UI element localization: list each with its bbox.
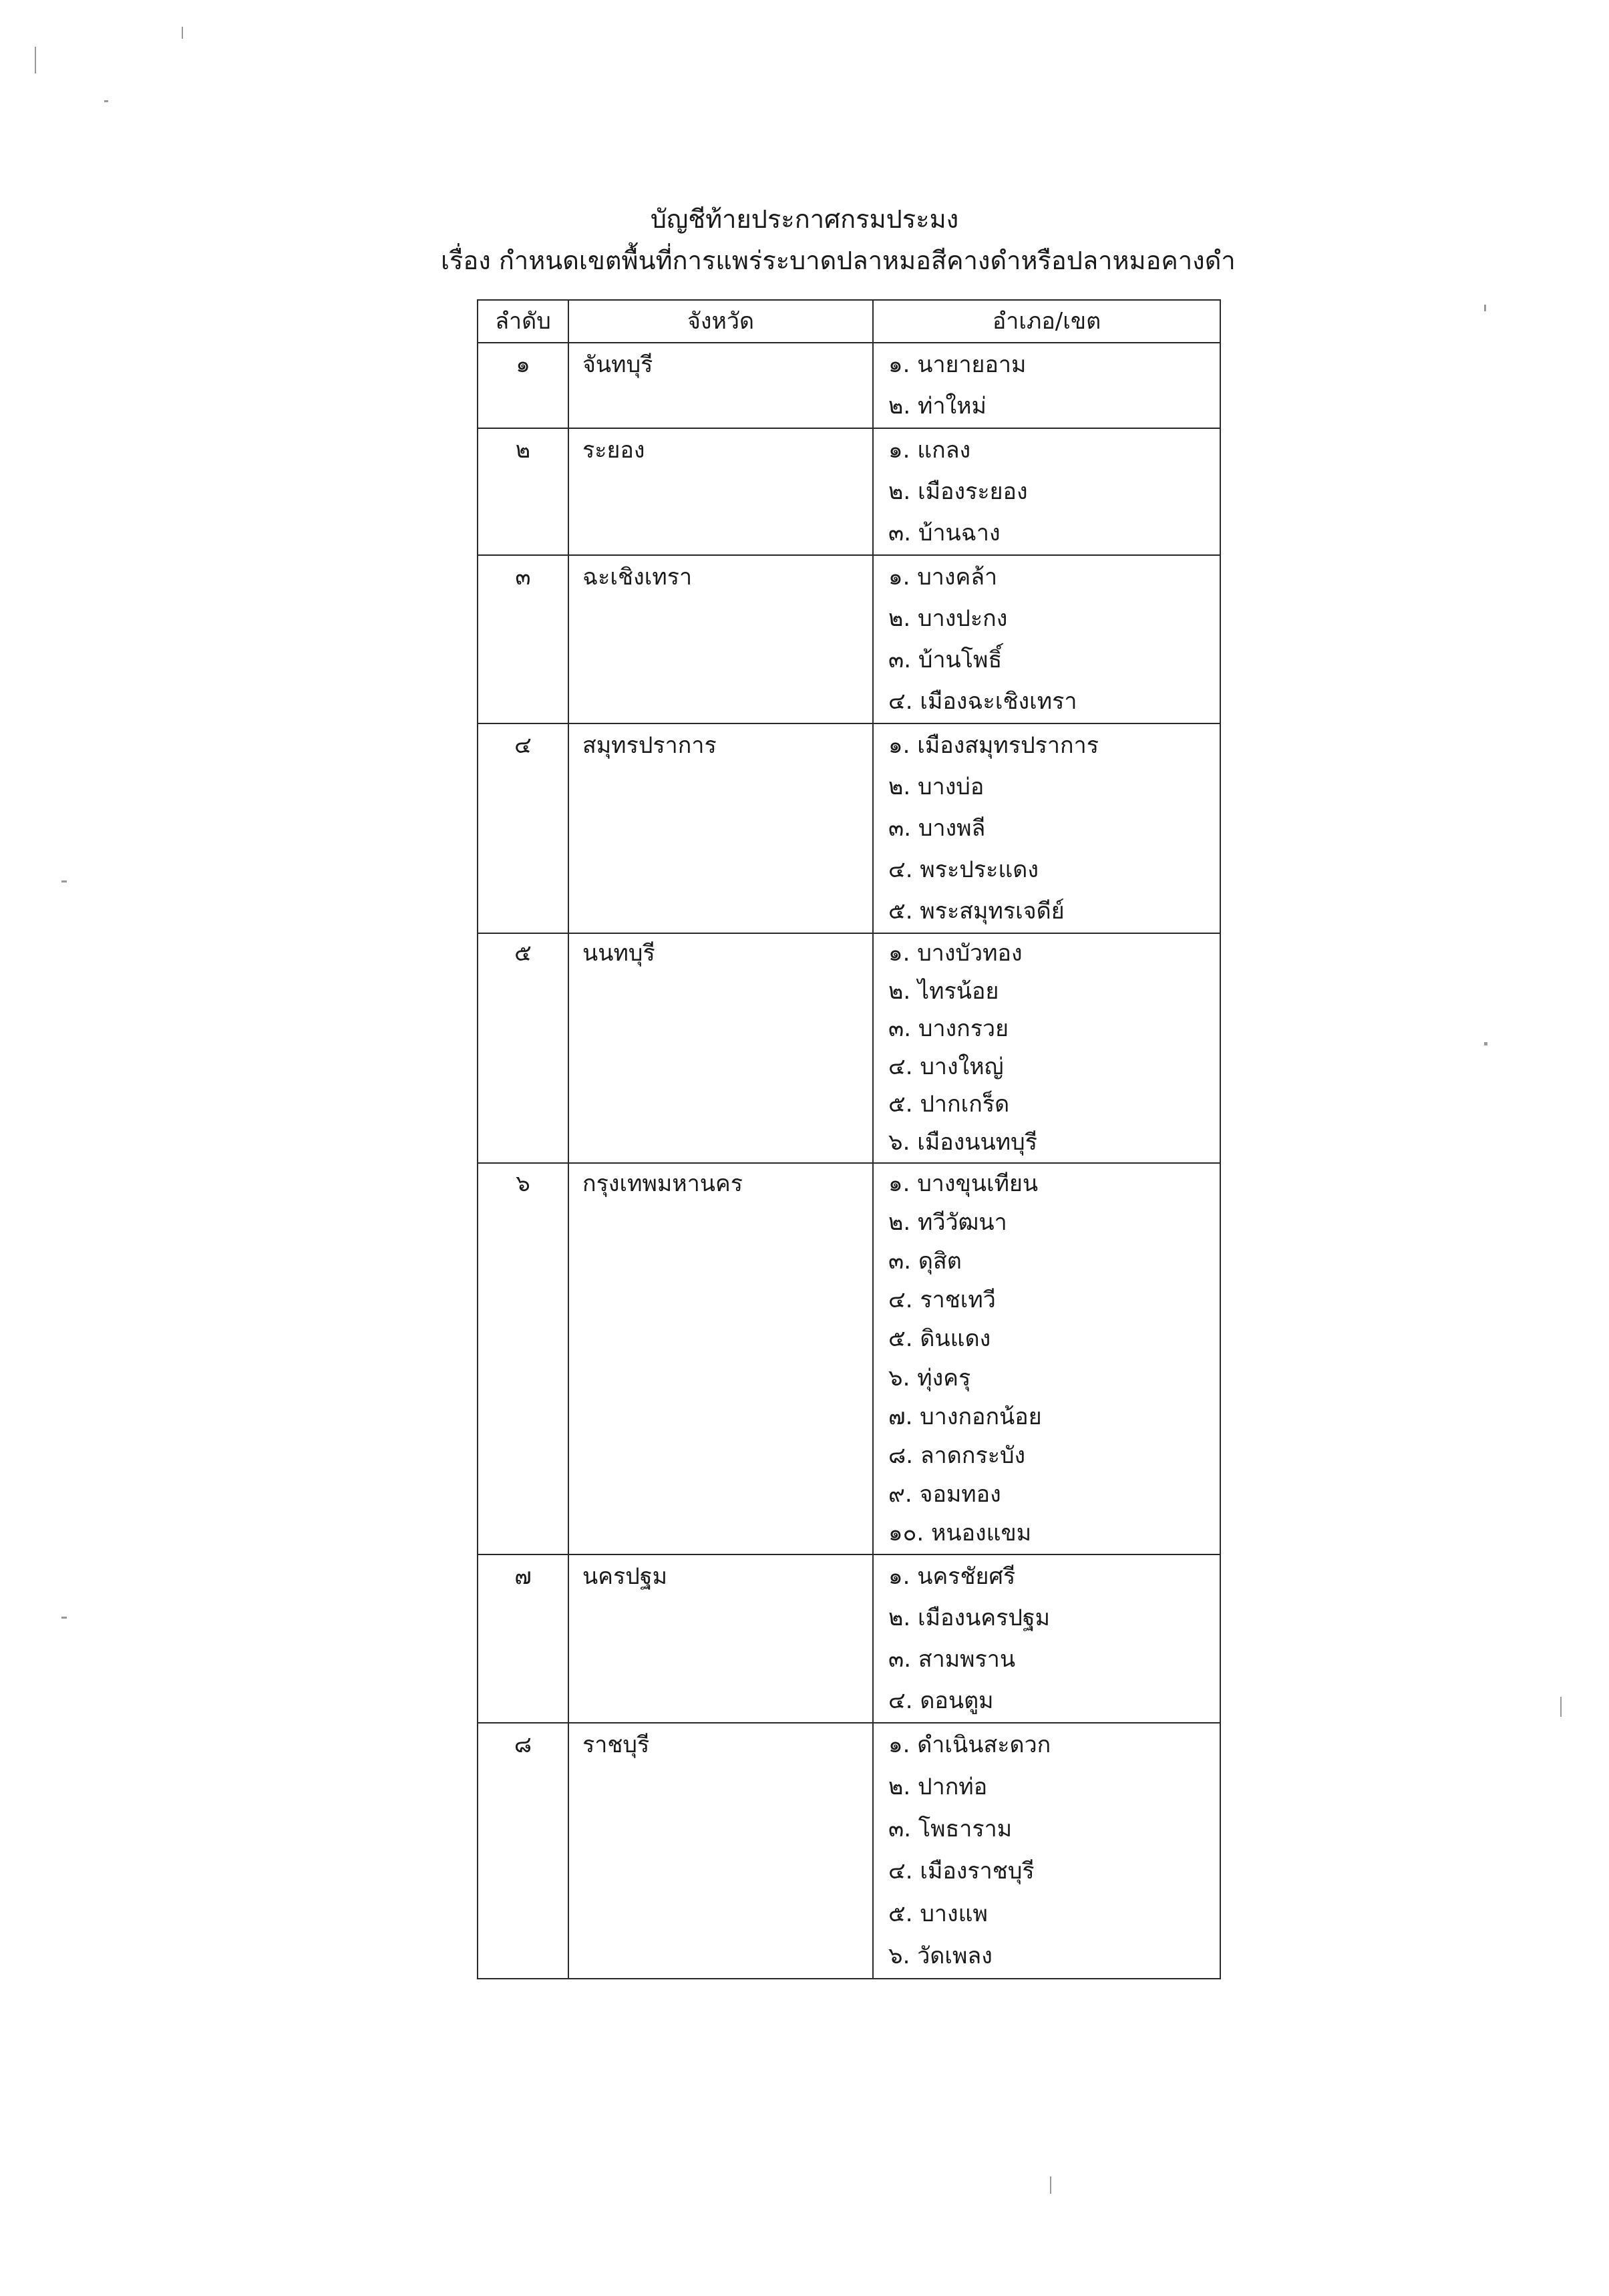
district-list: [873, 723, 1220, 933]
district-item: ๖. เมืองนนทบุรี: [888, 1128, 1037, 1156]
district-list: [873, 428, 1220, 555]
document-subtitle: เรื่อง กำหนดเขตพื้นที่การแพร่ระบาดปลาหมอสีคางดำหรือปลาหมอคางดำ: [441, 246, 1236, 275]
province-name: จันทบุรี: [568, 343, 873, 428]
district-item: ๕. ปากเกร็ด: [888, 1091, 1010, 1118]
district-item: ๔. เมืองราชบุรี: [888, 1858, 1035, 1885]
district-item: ๓. บางกรวย: [888, 1015, 1009, 1043]
district-item: ๑. นายายอาม: [888, 351, 1027, 378]
scan-mark: [1484, 1042, 1487, 1045]
province-name: นครปฐม: [568, 1554, 873, 1723]
district-item: ๒. ปากท่อ: [888, 1773, 988, 1800]
scan-mark: [104, 100, 108, 102]
table-row: [478, 723, 1220, 933]
district-item: ๕. พระสมุทรเจดีย์: [888, 898, 1065, 925]
district-item: ๑. บางขุนเทียน: [888, 1170, 1039, 1197]
district-item: ๙. จอมทอง: [888, 1481, 1001, 1508]
district-item: ๒. ท่าใหม่: [888, 393, 987, 420]
province-name: สมุทรปราการ: [568, 723, 873, 933]
table-row: [478, 1723, 1220, 1979]
district-item: ๑. แกลง: [888, 437, 971, 464]
header-district: อำเภอ/เขต: [873, 300, 1220, 343]
district-item: ๔. ราชเทวี: [888, 1287, 996, 1314]
document-title: บัญชีท้ายประกาศกรมประมง: [650, 204, 959, 234]
district-item: ๒. เมืองนครปฐม: [888, 1604, 1051, 1631]
district-list: [873, 933, 1220, 1163]
district-item: ๑. บางบัวทอง: [888, 940, 1023, 967]
table-row: [478, 555, 1220, 723]
scan-mark: [1050, 2176, 1051, 2194]
district-item: ๑. นครชัยศรี: [888, 1563, 1016, 1590]
row-number: ๘: [478, 1723, 568, 1979]
district-item: ๖. วัดเพลง: [888, 1943, 993, 1970]
scan-mark: [61, 1617, 67, 1619]
district-table: [477, 299, 1221, 1979]
district-item: ๔. เมืองฉะเชิงเทรา: [888, 688, 1077, 715]
scan-mark: [1484, 305, 1486, 311]
district-item: ๑๐. หนองแขม: [888, 1520, 1032, 1547]
scan-mark: [1560, 1697, 1562, 1717]
district-item: ๓. โพธาราม: [888, 1816, 1013, 1843]
scan-mark: [182, 27, 183, 39]
table-body: [478, 343, 1220, 1979]
district-list: [873, 1554, 1220, 1723]
scan-mark: [35, 47, 36, 73]
district-item: ๑. เมืองสมุทรปราการ: [888, 732, 1099, 759]
district-item: ๓. สามพราน: [888, 1645, 1016, 1673]
table-row: [478, 428, 1220, 555]
row-number: ๓: [478, 555, 568, 723]
district-item: ๒. ไทรน้อย: [888, 977, 999, 1005]
district-item: ๑. ดำเนินสะดวก: [888, 1731, 1051, 1758]
district-item: ๔. บางใหญ่: [888, 1053, 1004, 1080]
district-list: [873, 1163, 1220, 1554]
table-row: [478, 933, 1220, 1163]
district-item: ๔. ดอนตูม: [888, 1687, 994, 1714]
district-item: ๒. ทวีวัฒนา: [888, 1208, 1007, 1236]
scan-mark: [61, 880, 67, 882]
row-number: ๗: [478, 1554, 568, 1723]
district-item: ๑. บางคล้า: [888, 564, 998, 591]
province-name: นนทบุรี: [568, 933, 873, 1163]
district-item: ๖. ทุ่งครุ: [888, 1364, 971, 1391]
table-row: [478, 1554, 1220, 1723]
district-item: ๒. บางบ่อ: [888, 774, 985, 800]
district-list: [873, 1723, 1220, 1979]
district-item: ๓. บ้านฉาง: [888, 520, 1001, 546]
district-item: ๓. บ้านโพธิ์: [888, 647, 1003, 673]
province-name: ฉะเชิงเทรา: [568, 555, 873, 723]
header-province: จังหวัด: [568, 300, 873, 343]
district-item: ๗. บางกอกน้อย: [888, 1403, 1042, 1430]
row-number: ๕: [478, 933, 568, 1163]
district-item: ๒. เมืองระยอง: [888, 478, 1028, 505]
row-number: ๔: [478, 723, 568, 933]
district-item: ๕. ดินแดง: [888, 1325, 991, 1353]
district-list: [873, 343, 1220, 428]
table-header-row: [478, 300, 1220, 343]
row-number: ๑: [478, 343, 568, 428]
district-item: ๔. พระประแดง: [888, 856, 1039, 883]
district-item: ๒. บางปะกง: [888, 605, 1008, 632]
district-item: ๕. บางแพ: [888, 1900, 988, 1927]
province-name: กรุงเทพมหานคร: [568, 1163, 873, 1554]
row-number: ๖: [478, 1163, 568, 1554]
district-item: ๓. บางพลี: [888, 815, 986, 842]
district-item: ๓. ดุสิต: [888, 1247, 962, 1275]
district-item: ๘. ลาดกระบัง: [888, 1442, 1026, 1469]
table-row: [478, 1163, 1220, 1554]
header-order: ลำดับ: [478, 300, 568, 343]
province-name: ระยอง: [568, 428, 873, 555]
district-list: [873, 555, 1220, 723]
row-number: ๒: [478, 428, 568, 555]
province-name: ราชบุรี: [568, 1723, 873, 1979]
table-row: [478, 343, 1220, 428]
